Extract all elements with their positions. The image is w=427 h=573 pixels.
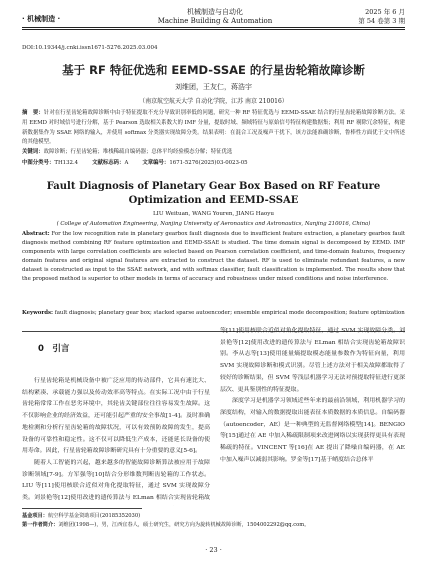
classification-line [22, 158, 405, 166]
footnote-rule [22, 508, 142, 509]
intro-paragraph-3: 等[11]使用核联合近似对角化提取特征，通过 SVM 实现故障分类。刘景艳等[12]使用改进的遗传算法与 ELman 相结合实现齿轮箱故障识别。李从志等[13]使用能量熵提取模态能量参数作为特征向量，利用 SVM 实现故障诊断和模式识别。尽管上述方法对于相关故障都取得了较好的诊断结果，但 SVM 等浅层机器学习无法对预提取特征进行更深层次、更具鉴别性的特征提取。 [220, 328, 405, 393]
abstract-en-text: For the low recognition rate in planetary gearbox fault diagnosis due to insufficient feature extraction, a planetary gearbox fault diagnosis method combining RF feature optimization and EEMD-SSAE is studied. The time domain signal is decomposed by EEMD. IMF components with large correlation coefficients are selected based on Pearson correlation coefficient, and time-domain features, frequency domain features and original signal features are extracted to construct the dataset. RF is used to eliminate redundant features, a new dataset is constructed as input to the SSAE network, and with softmax classifier, fault classification is implemented. The results show that the proposed method is superior to other models in terms of accuracy and robustness under mixed conditions and noise interference. [22, 231, 405, 283]
section-label: · 机械制造 · [22, 15, 61, 23]
paper-title-en: Fault Diagnosis of Planetary Gear Box Based on RF Feature Optimization and EEMD-SSAE [46, 181, 381, 206]
doc-code-field [92, 158, 128, 166]
authors-cn: 刘维团，王友仁，蒋浩宇 [175, 83, 252, 91]
footnote-fund-text: 航空科学基金资助项目(20185352030) [47, 513, 141, 519]
keywords-en-label: Keywords: [22, 310, 53, 316]
clc-field [22, 158, 78, 166]
abstract-cn-text: 针对在行星齿轮箱故障诊断中由于特征提取不充分导致识别率低的问题，研究一种 RF 特征优选与 EEMD-SSAE 结合的行星齿轮箱故障诊断方法。采用 EEMD 对时域信号进行分解，基于 Pearson 选取相关系数大的 IMF 分量，提取时域、频域特征与原始信号特征构建数据集；利用 RF 剔除冗余特征，构建新数据集作为 SSAE 网络的输入，并使用 softmax 分类器实现故障分类。结果表明：在混合工况及噪声干扰下，该方法能准确诊断，鲁棒性方面优于文中所述的其他模型。 [22, 110, 405, 146]
footnote-fund-label: 基金项目： [22, 513, 48, 519]
affiliation-en: ( College of Automation Engineering, Nanjing University of Aeronautics and Astronautics, Nanjing 210016, China) [56, 221, 371, 227]
footnote-author [22, 521, 405, 529]
article-no-field [142, 158, 247, 166]
authors-en: LIU Weituan, WANG Youren, JIANG Haoyu [152, 211, 275, 217]
abstract-en-label: Abstract: [22, 231, 50, 237]
keywords-en [22, 309, 405, 318]
affiliation-cn: （南京航空航天大学 自动化学院，江苏 南京 210016） [139, 98, 288, 105]
footnote-fund [22, 512, 405, 520]
keywords-cn-label: 关键词： [22, 149, 44, 155]
keywords-cn [22, 148, 405, 158]
intro-column-right [220, 326, 405, 466]
abstract-cn [22, 109, 405, 148]
abstract-cn-label: 摘 要： [22, 110, 44, 116]
doi: DOI:10.19344/j.cnki.issn1671-5276.2025.03.004 [22, 45, 158, 51]
abstract-en [22, 230, 405, 285]
issue-volume: 第 54 卷第 3 期 [358, 17, 405, 25]
issue-info [358, 8, 405, 26]
journal-name-en: Machine Building & Automation [157, 17, 273, 25]
page-number: · 23 · [205, 546, 222, 554]
intro-paragraph-4: 深度学习是机器学习领域近些年来的最前沿领域，利用机器学习的深度结构，对输入的数据提取出能表征本质数据的本质信息。自编码器（autoencoder，AE）是一种典型的无监督网络模型[14]。BENGIO 等[15]通过在 AE 中加入稀疏限制项来改进网络以实现获得更具有表现稀疏的特征。VINCENT 等[16]在 AE 提出了降噪自编码器，在 AE 中加入噪声以减弱其影响。罗金等[17]基于峭度结合总体平 [220, 398, 405, 463]
journal-name-cn: 机械制造与自动化 [187, 8, 243, 16]
doc-code-label: 文献标志码： [92, 160, 125, 166]
intro-column-left [22, 376, 210, 506]
clc-label: 中图分类号： [22, 160, 55, 166]
footnote-author-label: 第一作者简介： [22, 522, 59, 528]
intro-paragraph-2: 随着人工智能的兴起，越来越多的智能故障诊断算法被应用于故障诊断领域[7-9]。方军强等[10]结合分形维数判断齿轮箱的工作状态。LIU 等[11]使用核联合近似对角化提取特征，通过 SVM 实现故障分类。刘景艳等[12]使用改进的遗传算法与 ELman 相结合实现齿轮箱故 [22, 459, 210, 502]
article-no-label: 文章编号： [142, 160, 170, 166]
doc-code-value: A [124, 160, 129, 166]
clc-value: TH132.4 [54, 160, 79, 166]
intro-heading: 0 引言 [38, 344, 70, 354]
article-no-value: 1671-5276(2025)03-0023-05 [169, 160, 248, 166]
header-rule-thin [22, 29, 405, 30]
header-rule [22, 27, 405, 28]
journal-name [150, 8, 280, 26]
keywords-cn-text: 故障诊断；行星齿轮箱；堆栈稀疏自编码器；总体平均经验模态分解；特征优选 [43, 149, 233, 155]
intro-paragraph-1: 行星齿轮箱是机械设备中被广泛应用的传动部件，它具有速比大、结构紧凑、承载能力强以及传动效率高等特点。在实际工况中由于行星齿轮箱常常工作在恶劣环境中，其轮齿关键部位往往容易发生故障。这不仅影响企业的经济效益，还可能引起严重的安全事故[1-4]。及时准确地检测和分析行星齿轮箱的故障状况，可以有效预防故障的发生，提高设备的可靠性和稳定性。这不仅可以降低生产成本，还能延长设备的使用寿命。因此，行星齿轮箱故障诊断研究具有十分重要的意义[5-6]。 [22, 378, 210, 455]
paper-title-cn: 基于 RF 特征优选和 EEMD-SSAE 的行星齿轮箱故障诊断 [62, 63, 365, 77]
issue-date: 2025 年 6 月 [365, 8, 405, 16]
keywords-en-text: fault diagnosis; planetary gear box; stacked sparse autoencoder; ensemble empirical mode decomposition; feature optimization [54, 310, 405, 316]
footnote-author-text: 刘维团(1998—)，男，江西宜春人，硕士研究生，研究方向为旋转机械故障诊断，1504002292@qq.com。 [58, 522, 310, 528]
